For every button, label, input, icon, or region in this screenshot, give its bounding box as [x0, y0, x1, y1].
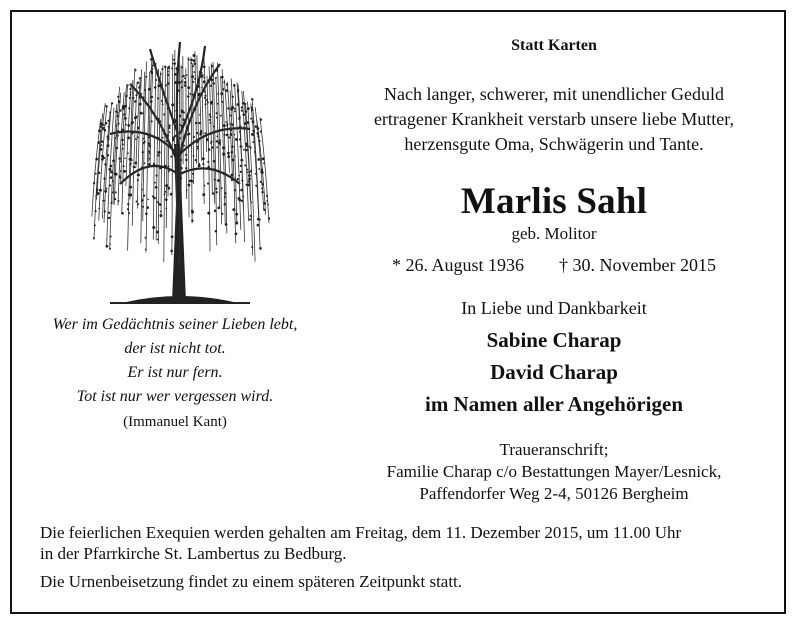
maiden-name: geb. Molitor [511, 224, 597, 243]
quote-line: Tot ist nur wer vergessen wird. [76, 388, 274, 405]
mourning-address [330, 439, 778, 505]
death-date: † 30. November 2015 [559, 255, 716, 275]
quote-line: Wer im Gedächtnis seiner Lieben lebt, [52, 316, 298, 333]
signer-relatives: im Namen aller Angehörigen [424, 392, 683, 416]
intro-line: ertragener Krankheit verstarb unsere liebe Mutter, [373, 109, 735, 129]
intro-line: herzensgute Oma, Schwägerin und Tante. [404, 134, 704, 154]
life-dates [380, 255, 728, 276]
intro-text [330, 82, 778, 157]
signer-name: David Charap [490, 360, 618, 384]
notice-heading: Statt Karten [511, 37, 597, 54]
deceased-name: Marlis Sahl [460, 181, 648, 222]
quote [30, 313, 320, 409]
address-line: Traueranschrift; [499, 440, 609, 459]
weeping-willow-icon [90, 34, 270, 310]
quote-line: Er ist nur fern. [127, 364, 223, 381]
intro-line: Nach langer, schwerer, mit unendlicher Geduld [384, 84, 724, 104]
urn-text: Die Urnenbeisetzung findet zu einem späteren Zeitpunkt statt. [40, 572, 463, 591]
address-line: Paffendorfer Weg 2-4, 50126 Bergheim [419, 484, 689, 503]
service-line: in der Pfarrkirche St. Lambertus zu Bedburg. [40, 544, 347, 563]
address-line: Familie Charap c/o Bestattungen Mayer/Lesnick, [386, 462, 722, 481]
signer-name: Sabine Charap [486, 328, 622, 352]
service-line: Die feierlichen Exequien werden gehalten am Freitag, dem 11. Dezember 2015, um 11.00 Uhr [40, 523, 682, 542]
service-text [40, 522, 780, 564]
quote-line: der ist nicht tot. [124, 340, 226, 357]
birth-date: * 26. August 1936 [392, 255, 525, 275]
quote-author: (Immanuel Kant) [123, 414, 227, 430]
thanks-line: In Liebe und Dankbarkeit [461, 298, 647, 318]
